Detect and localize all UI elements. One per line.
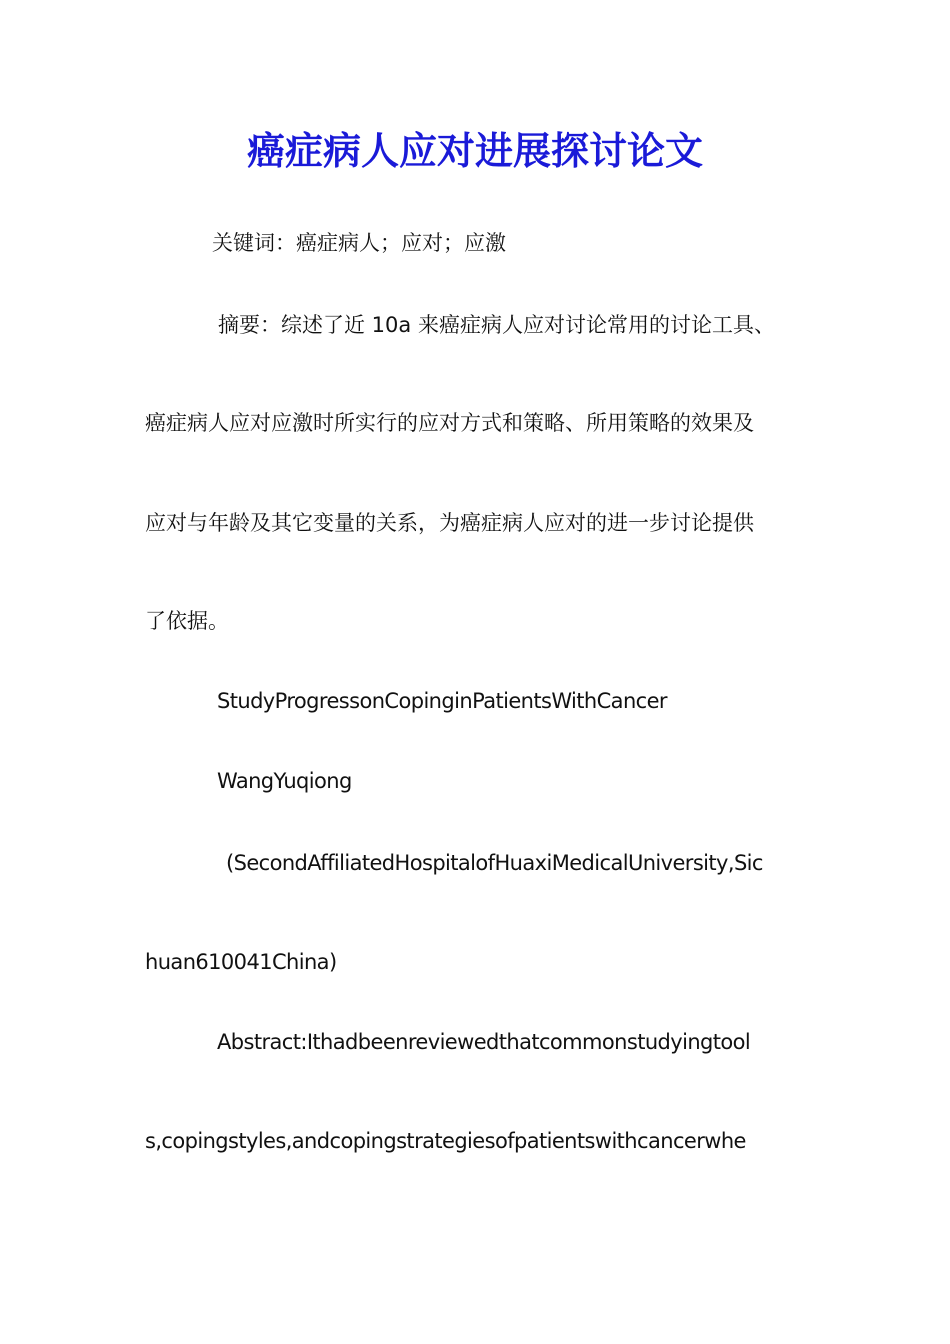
abstract-cn-line-3: 应对与年龄及其它变量的关系，为癌症病人应对的进一步讨论提供 xyxy=(145,511,754,535)
keywords-line: 关键词：癌症病人；应对；应激 xyxy=(212,231,506,255)
affiliation-line-2: huan610041China) xyxy=(145,950,337,974)
english-title: StudyProgressonCopinginPatientsWithCancer xyxy=(217,689,667,713)
abstract-cn-line-2: 癌症病人应对应激时所实行的应对方式和策略、所用策略的效果及 xyxy=(145,411,754,435)
affiliation-line-1: (SecondAffiliatedHospitalofHuaxiMedicalUniversity,Sic xyxy=(226,851,763,875)
abstract-cn-line-1: 摘要：综述了近 10a 来癌症病人应对讨论常用的讨论工具、 xyxy=(218,313,775,337)
page-title: 癌症病人应对进展探讨论文 xyxy=(246,128,703,173)
abstract-en-line-2: s,copingstyles,andcopingstrategiesofpatientswithcancerwhe xyxy=(145,1129,746,1153)
author-name: WangYuqiong xyxy=(217,769,352,793)
abstract-en-line-1: Abstract:Ithadbeenreviewedthatcommonstudyingtool xyxy=(217,1030,751,1054)
abstract-cn-line-4: 了依据。 xyxy=(145,609,229,633)
